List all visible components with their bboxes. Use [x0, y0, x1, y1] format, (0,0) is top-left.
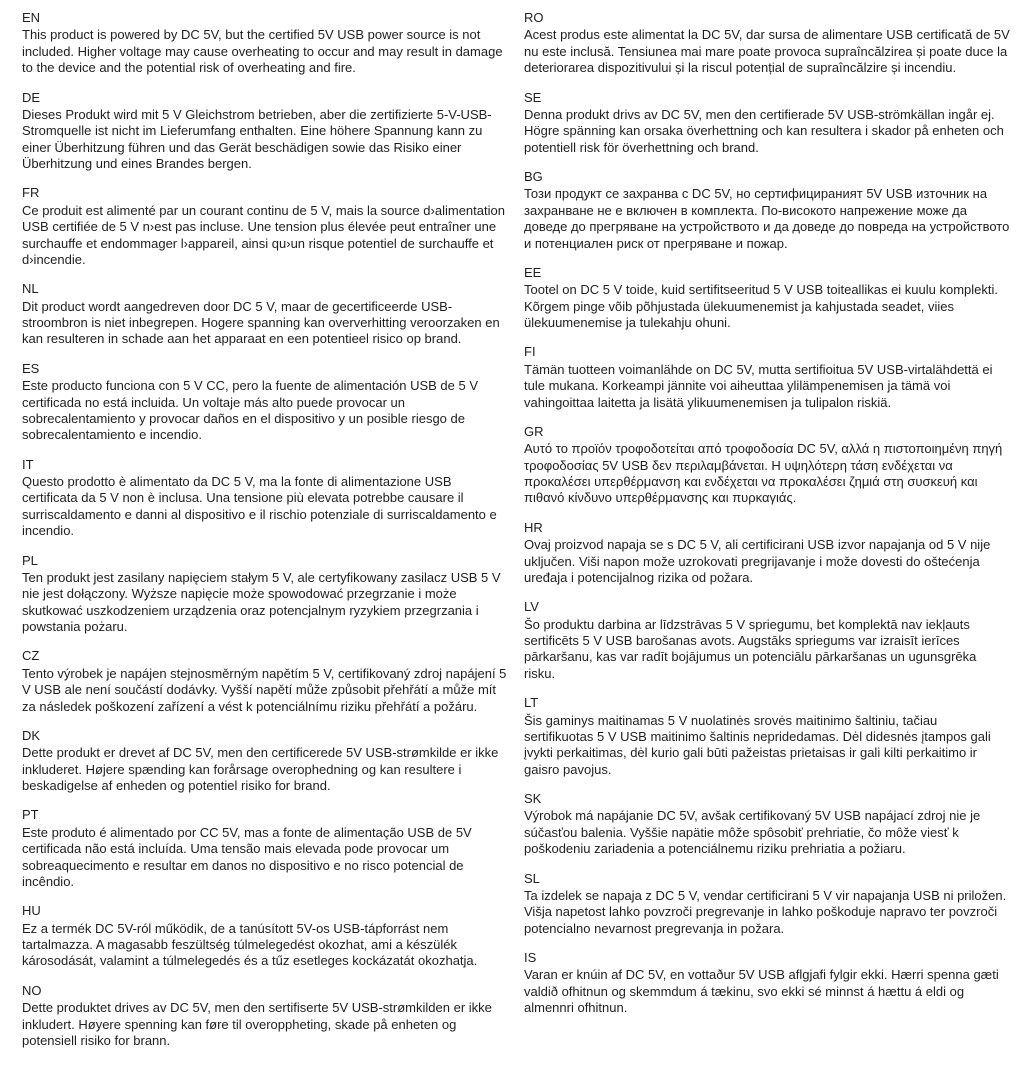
language-code-lt: LT	[524, 695, 539, 711]
lang-section-dk	[22, 728, 508, 795]
language-text-is: Varan er knúin af DC 5V, en vottaður 5V USB aflgjafi fylgir ekki. Hærri spenna gæti valdið ofhitnun og skemmdum á tækinu, svo ekki sé minnst á hættu á eldi og almennri ofhitnun.	[524, 967, 999, 1016]
language-code-dk: DK	[22, 727, 41, 743]
lang-section-cz	[22, 648, 508, 715]
language-code-ee: EE	[524, 264, 542, 280]
left-column	[22, 10, 508, 1062]
lang-section-ee	[524, 265, 1010, 332]
language-code-hu: HU	[22, 903, 41, 919]
lang-section-es	[22, 361, 508, 444]
language-text-lt: Šis gaminys maitinamas 5 V nuolatinės srovės maitinimo šaltiniu, tačiau sertifikuotas 5 V USB maitinimo šaltinis nepridedamas. Dėl didesnės įtampos gali įvykti perkaitimas, dėl kurio gali būti pažeistas prietaisas ir gali kilti perkaitimo ir gaisro pavojus.	[524, 712, 991, 777]
language-text-hu: Ez a termék DC 5V-ról működik, de a tanúsított 5V-os USB-tápforrást nem tartalmazza. A magasabb feszültség túlmelegedést okozhat, ami a készülék károsodását, valamint a túlmelegedés és a tűz esetleges kockázatát okozhatja.	[22, 920, 478, 969]
lang-section-de	[22, 90, 508, 173]
lang-section-pl	[22, 553, 508, 636]
lang-section-pt	[22, 807, 508, 890]
language-text-cz: Tento výrobek je napájen stejnosměrným napětím 5 V, certifikovaný zdroj napájení 5 V USB ale není součástí dodávky. Vyšší napětí může způsobit přehřátí a může mít za následek poškození zařízení a vést k potenciálnímu riziku přehřátí a požáru.	[22, 665, 507, 714]
lang-section-gr	[524, 424, 1010, 507]
language-code-hr: HR	[524, 519, 543, 535]
lang-section-lv	[524, 599, 1010, 682]
language-code-fi: FI	[524, 344, 536, 360]
language-text-gr: Αυτό το προϊόν τροφοδοτείται από τροφοδοσία DC 5V, αλλά η πιστοποιημένη πηγή τροφοδοσίας 5V USB δεν περιλαμβάνεται. Η υψηλότερη τάση ενδέχεται να προκαλέσει υπερθέρμανση και ενδέχεται να προκαλέσει ζημιά στη συσκευή και πιθανό κίνδυνο υπερθέρμανσης και πυρκαγιάς.	[524, 441, 1003, 506]
lang-section-se	[524, 90, 1010, 157]
lang-section-ro	[524, 10, 1010, 77]
language-code-ro: RO	[524, 10, 544, 25]
language-code-se: SE	[524, 89, 542, 105]
language-text-se: Denna produkt drivs av DC 5V, men den certifierade 5V USB-strömkällan ingår ej. Högre spänning kan orsaka överhettning och kan resultera i skador på enheten och potentiell risk för överhettning och brand.	[524, 106, 1004, 155]
language-code-cz: CZ	[22, 648, 40, 664]
language-code-is: IS	[524, 950, 537, 965]
language-code-lv: LV	[524, 599, 539, 615]
language-text-sk: Výrobok má napájanie DC 5V, avšak certifikovaný 5V USB napájací zdroj nie je súčasťou balenia. Vyššie napätie môže spôsobiť prehriatie, čo môže viesť k poškodeniu zariadenia a potenciálnemu riziku prehriatia a požiaru.	[524, 808, 981, 857]
lang-section-bg	[524, 169, 1010, 252]
lang-section-no	[22, 983, 508, 1050]
language-code-nl: NL	[22, 281, 39, 297]
language-code-en: EN	[22, 10, 41, 25]
lang-section-hr	[524, 520, 1010, 587]
language-code-pt: PT	[22, 807, 39, 823]
lang-section-en	[22, 10, 508, 77]
language-text-lv: Šo produktu darbina ar līdzstrāvas 5 V spriegumu, bet komplektā nav iekļauts sertificēts 5 V USB barošanas avots. Augstāks spriegums var izraisīt ierīces pārkaršanu, kas var radīt bojājumus un potenciālu pārkaršanas un ugunsgrēka risku.	[524, 616, 977, 681]
language-code-gr: GR	[524, 423, 544, 439]
language-text-fi: Tämän tuotteen voimanlähde on DC 5V, mutta sertifioitua 5V USB-virtalähdettä ei tule mukana. Korkeampi jännite voi aiheuttaa ylilämpenemisen ja tämä voi vahingoittaa laitetta ja lisätä ylikuumenemisen ja tulipalon riskiä.	[524, 361, 993, 410]
lang-section-fr	[22, 185, 508, 268]
lang-section-sl	[524, 871, 1010, 938]
language-text-ro: Acest produs este alimentat la DC 5V, dar sursa de alimentare USB certificată de 5V nu este inclusă. Tensiunea mai mare poate provoca supraîncălzirea și poate duce la deteriorarea dispozitivului și la riscul potențial de supraîncălzire și incendiu.	[524, 27, 1010, 76]
lang-section-hu	[22, 903, 508, 970]
language-text-de: Dieses Produkt wird mit 5 V Gleichstrom betrieben, aber die zertifizierte 5-V-USB-Stromquelle ist nicht im Lieferumfang enthalten. Eine höhere Spannung kann zu einer Überhitzung führen und das Gerät beschädigen sowie das Risiko einer Überhitzung und eines Brandes bergen.	[22, 106, 492, 171]
language-code-es: ES	[22, 360, 40, 376]
language-code-fr: FR	[22, 185, 40, 201]
lang-section-lt	[524, 695, 1010, 778]
lang-section-is	[524, 950, 1010, 1017]
lang-section-it	[22, 457, 508, 540]
right-column	[524, 10, 1010, 1062]
lang-section-nl	[22, 281, 508, 348]
lang-section-sk	[524, 791, 1010, 858]
language-text-pt: Este produto é alimentado por CC 5V, mas a fonte de alimentação USB de 5V certificada não está incluída. Uma tensão mais elevada pode provocar um sobreaquecimento e resultar em danos no dispositivo e no risco potencial de incêndio.	[22, 824, 472, 889]
language-text-nl: Dit product wordt aangedreven door DC 5 V, maar de gecertificeerde USB-stroombron is niet inbegrepen. Hogere spanning kan oververhitting veroorzaken en kan resulteren in schade aan het apparaat en een potentieel risico op brand.	[22, 298, 500, 347]
language-text-hr: Ovaj proizvod napaja se s DC 5 V, ali certificirani USB izvor napajanja od 5 V nije uključen. Viši napon može uzrokovati pregrijavanje i može dovesti do oštećenja uređaja i potencijalnog rizika od požara.	[524, 537, 991, 585]
language-text-ee: Tootel on DC 5 V toide, kuid sertifitseeritud 5 V USB toiteallikas ei kuulu komplekti. Kõrgem pinge võib põhjustada ülekuumenemist ja kahjustada seadet, viies ülekuumenemise ja tulekahju ohuni.	[524, 282, 999, 330]
language-code-sk: SK	[524, 791, 542, 806]
language-text-it: Questo prodotto è alimentato da DC 5 V, ma la fonte di alimentazione USB certificata da 5 V non è inclusa. Una tensione più elevata potrebbe causare il surriscaldamento e danni al dispositivo e il rischio potenziale di surriscaldamento e incendio.	[22, 474, 497, 539]
language-code-sl: SL	[524, 870, 540, 886]
language-code-no: NO	[22, 982, 42, 998]
language-text-es: Este producto funciona con 5 V CC, pero la fuente de alimentación USB de 5 V certificada no está incluida. Un voltaje más alto puede provocar un sobrecalentamiento y provocar daños en el dispositivo y un posible riesgo de sobrecalentamiento e incendio.	[22, 378, 478, 443]
language-text-fr: Ce produit est alimenté par un courant continu de 5 V, mais la source d›alimentation USB certifiée de 5 V n›est pas incluse. Une tension plus élevée peut entraîner une surchauffe et endommager l›appareil, ainsi qu›un risque potentiel de surchauffe et d›incendie.	[22, 202, 505, 267]
lang-section-fi	[524, 344, 1010, 411]
language-code-it: IT	[22, 456, 34, 472]
language-code-de: DE	[22, 89, 41, 105]
language-text-no: Dette produktet drives av DC 5V, men den sertifiserte 5V USB-strømkilden er ikke inkludert. Høyere spenning kan føre til overoppheting, skade på enheten og potensiell risiko for brann.	[22, 1000, 492, 1048]
language-text-pl: Ten produkt jest zasilany napięciem stałym 5 V, ale certyfikowany zasilacz USB 5 V nie jest dołączony. Wyższe napięcie może spowodować przegrzanie i może skutkować uszkodzeniem urządzenia oraz potencjalnym ryzykiem przegrzania i powstania pożaru.	[22, 569, 501, 634]
language-text-bg: Този продукт се захранва с DC 5V, но сертифицираният 5V USB източник на захранване не е включен в комплекта. По-високото напрежение може да доведе до прегряване на устройството и да доведе до повреда на устройството и потенциален риск от прегряване и пожар.	[524, 186, 1010, 251]
language-code-bg: BG	[524, 169, 543, 184]
language-text-dk: Dette produkt er drevet af DC 5V, men den certificerede 5V USB-strømkilde er ikke inkluderet. Højere spænding kan forårsage overophedning og kan resultere i beskadigelse af enheden og potentiel risiko for brand.	[22, 745, 499, 793]
language-code-pl: PL	[22, 552, 38, 568]
language-text-sl: Ta izdelek se napaja z DC 5 V, vendar certificirani 5 V vir napajanja USB ni priložen. Višja napetost lahko povzroči pregrevanje in lahko poškoduje napravo ter povzroči potencialno nevarnost pregrevanja in požara.	[524, 887, 1007, 936]
language-text-en: This product is powered by DC 5V, but the certified 5V USB power source is not included. Higher voltage may cause overheating to occur and may result in damage to the device and the potential risk of overheating and fire.	[22, 27, 503, 76]
